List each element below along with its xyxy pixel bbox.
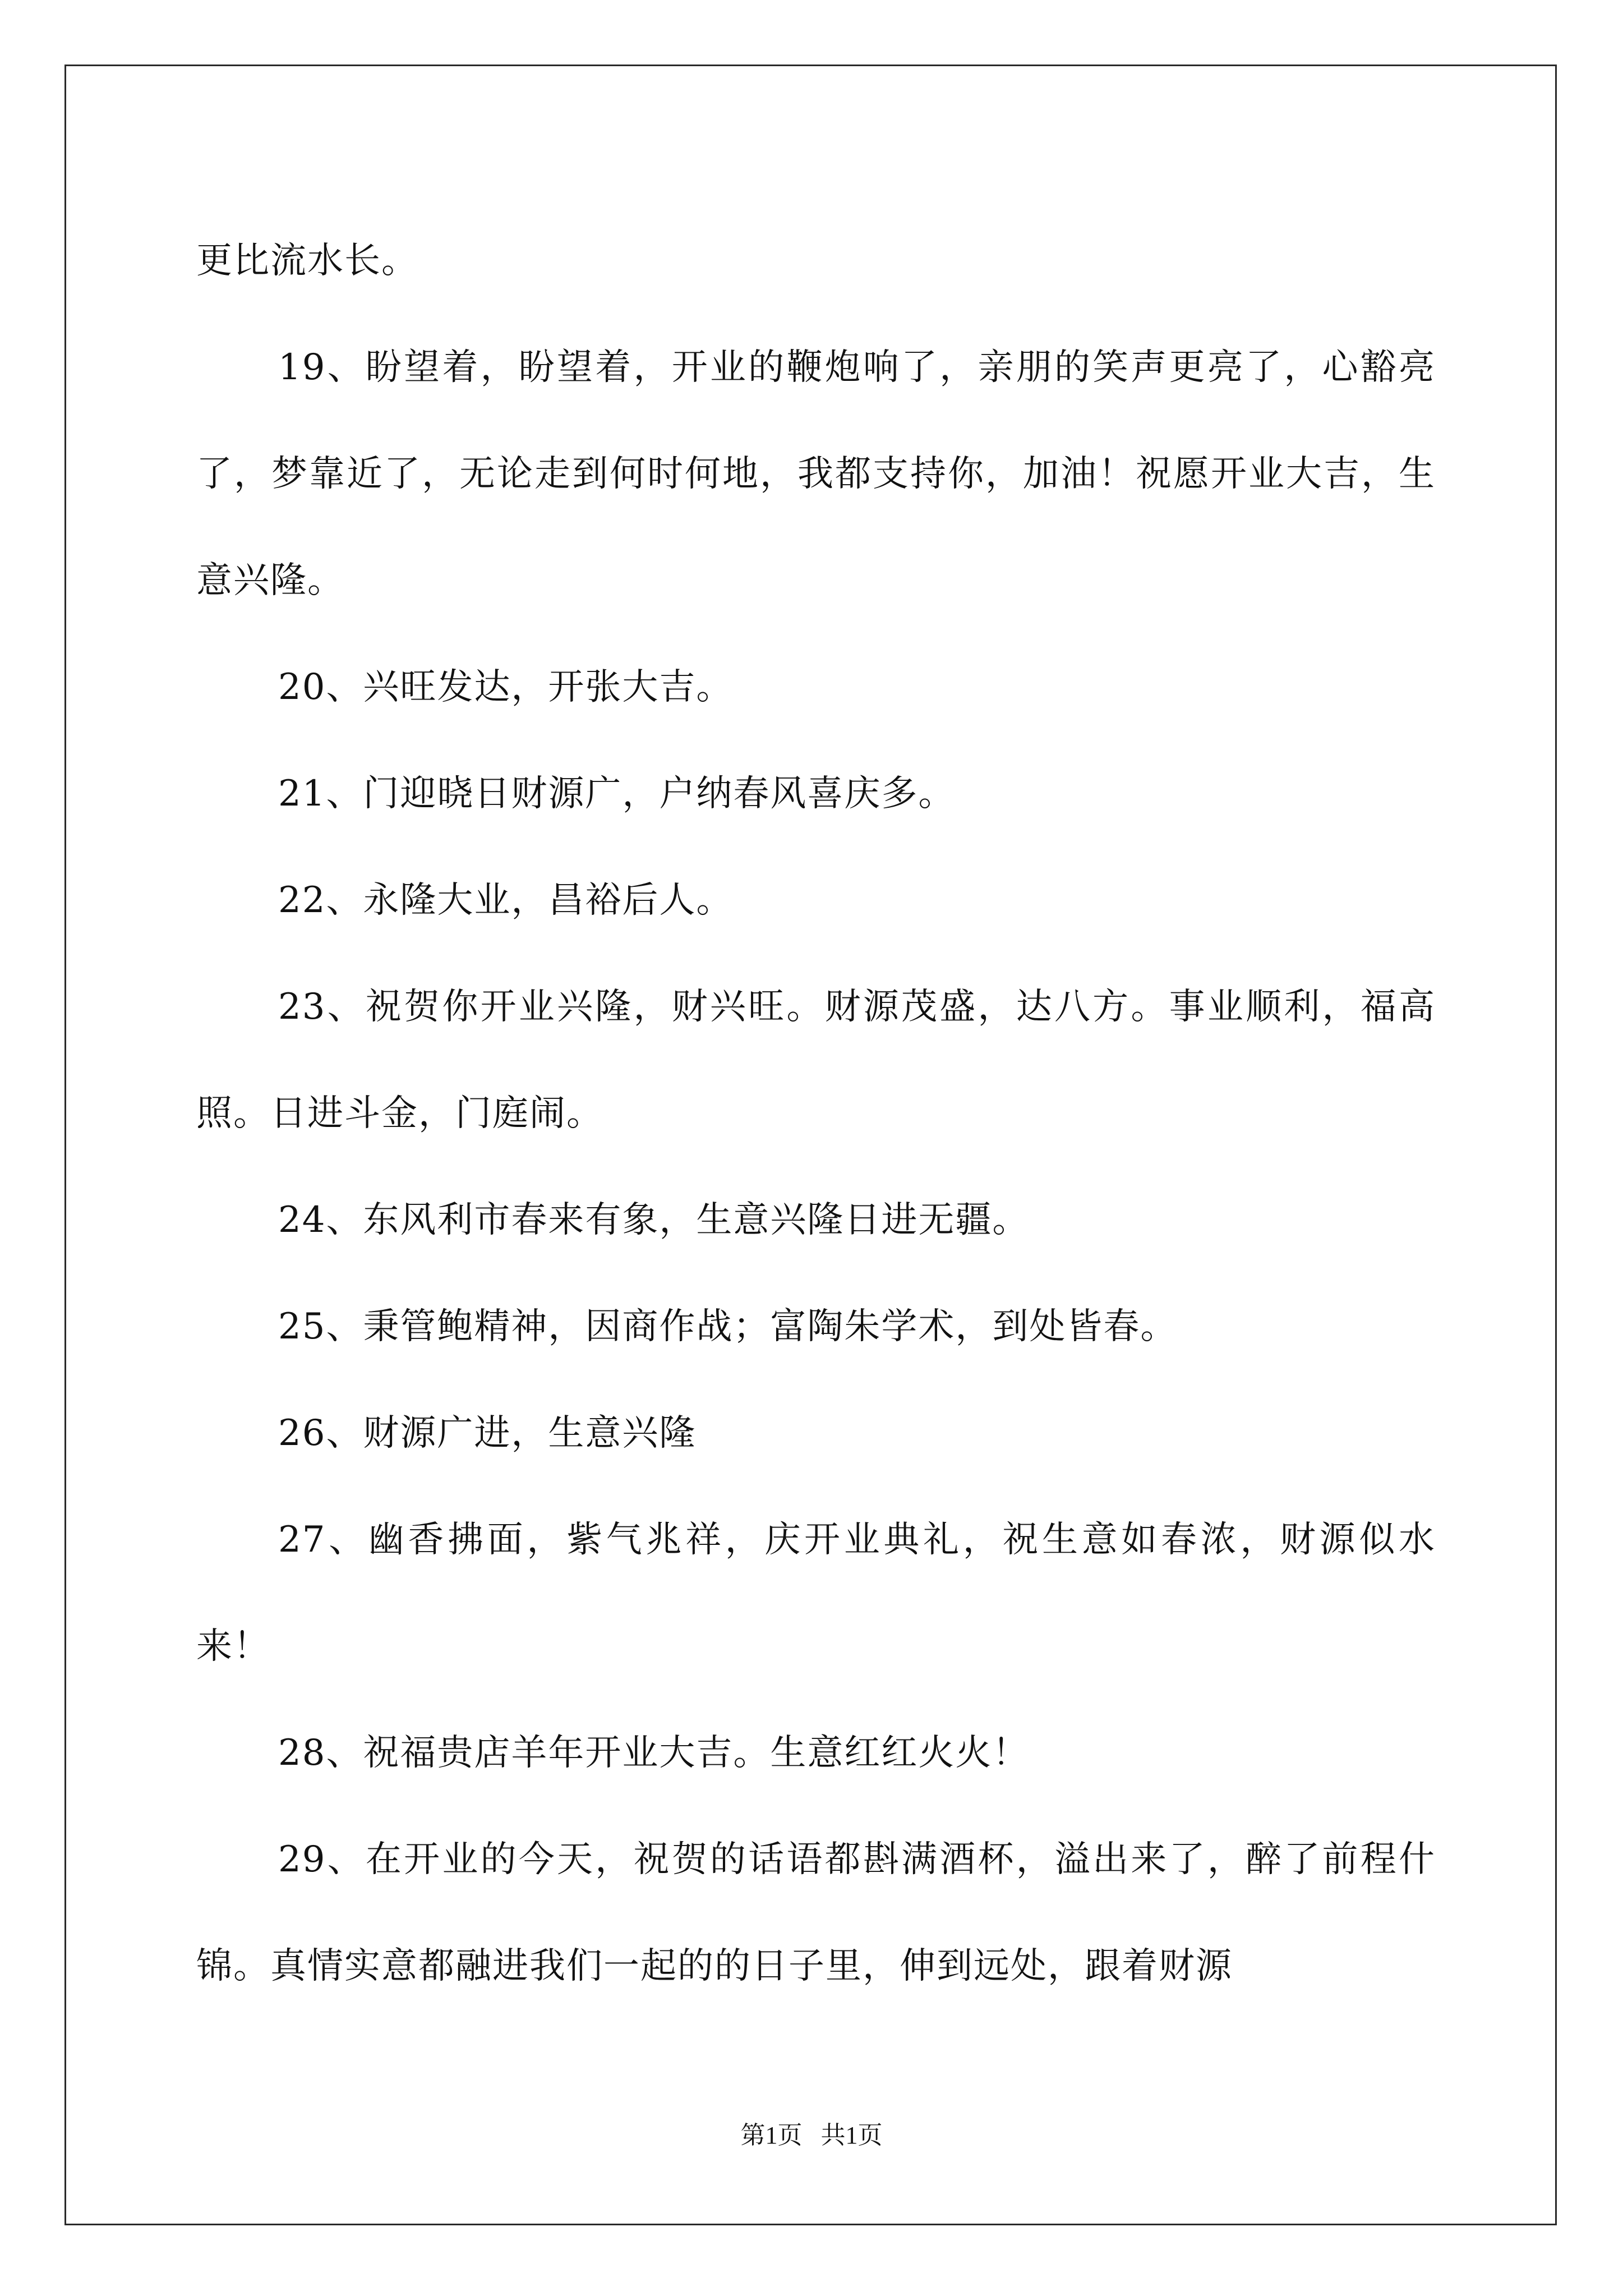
paragraph-item-28: 28、祝福贵店羊年开业大吉。生意红红火火！	[278, 1732, 1030, 1774]
page-number: 第1页	[740, 2122, 803, 2149]
paragraph-item-27: 27、幽香拂面，紫气兆祥，庆开业典礼，祝生意如春浓，财源似水来！	[196, 1519, 1436, 1667]
paragraph-item-25: 25、秉管鲍精神，因商作战；富陶朱学术，到处皆春。	[278, 1306, 1178, 1347]
paragraph-item-26: 26、财源广进，生意兴隆	[278, 1412, 697, 1454]
paragraph-item-23: 23、祝贺你开业兴隆，财兴旺。财源茂盛，达八方。事业顺利，福高照。日进斗金，门庭闹。	[196, 986, 1436, 1134]
paragraph-item-24: 24、东风利市春来有象，生意兴隆日进无疆。	[278, 1199, 1030, 1241]
paragraph-item-21: 21、门迎晓日财源广，户纳春风喜庆多。	[278, 773, 956, 815]
paragraph-continuation: 更比流水长。	[196, 240, 418, 282]
paragraph-item-20: 20、兴旺发达，开张大吉。	[278, 666, 734, 708]
document-body	[196, 208, 1436, 2019]
paragraph-item-29: 29、在开业的今天，祝贺的话语都斟满酒杯，溢出来了，醉了前程什锦。真情实意都融进我们一起的的日子里，伸到远处，跟着财源	[196, 1839, 1436, 1987]
paragraph-item-19: 19、盼望着，盼望着，开业的鞭炮响了，亲朋的笑声更亮了，心豁亮了，梦靠近了，无论走到何时何地，我都支持你，加油！祝愿开业大吉，生意兴隆。	[196, 347, 1436, 601]
paragraph-item-22: 22、永隆大业，昌裕后人。	[278, 880, 734, 921]
page-total: 共1页	[820, 2122, 883, 2149]
page-footer	[0, 2115, 1623, 2151]
